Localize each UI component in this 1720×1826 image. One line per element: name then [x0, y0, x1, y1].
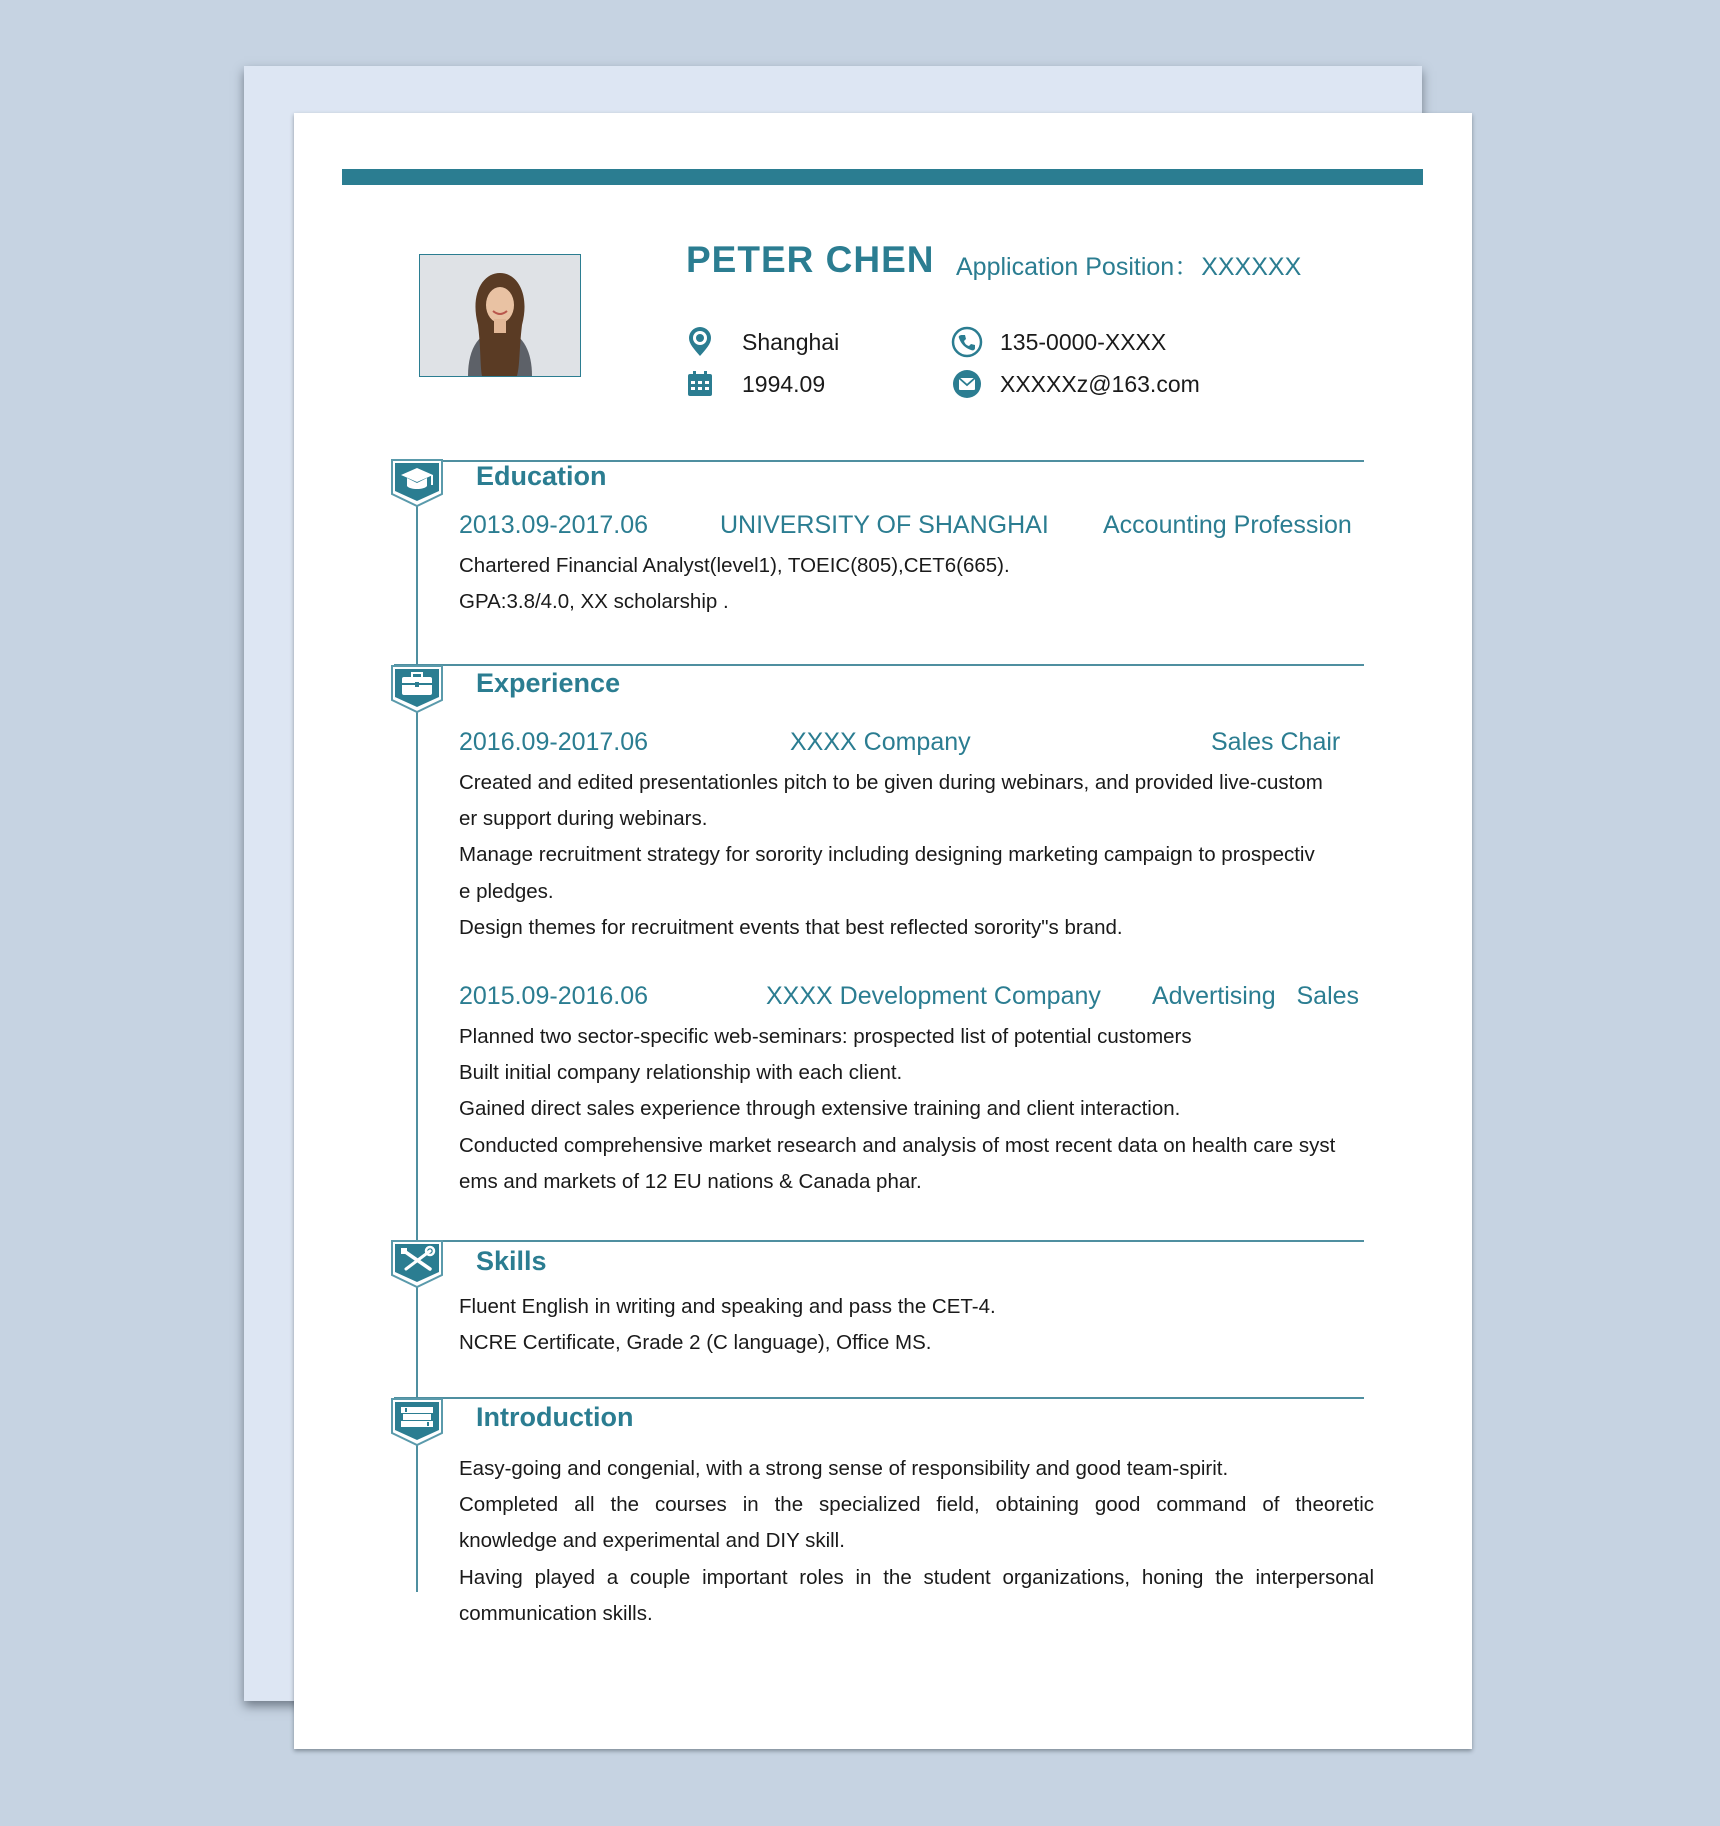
- position-label: Application Position：: [956, 253, 1200, 281]
- job1-line: Manage recruitment strategy for sorority including designing marketing campaign to prospectiv: [459, 843, 1315, 867]
- experience-divider: [394, 664, 1364, 666]
- job2-role: Advertising Sales: [1152, 982, 1360, 1010]
- introduction-line: Completed all the courses in the specialized field, obtaining good command of theoretic: [459, 1493, 1374, 1517]
- introduction-line: knowledge and experimental and DIY skill.: [459, 1529, 845, 1553]
- profile-photo: [419, 254, 581, 377]
- application-position: [956, 247, 1301, 283]
- briefcase-icon: [390, 664, 444, 714]
- job2-line: Conducted comprehensive market research and analysis of most recent data on health care syst: [459, 1133, 1336, 1157]
- skills-title: Skills: [476, 1246, 547, 1276]
- education-line: Chartered Financial Analyst(level1), TOEIC(805),CET6(665).: [459, 554, 1010, 577]
- education-major: Accounting Profession: [1103, 511, 1352, 539]
- books-icon: [390, 1397, 444, 1447]
- education-line: GPA:3.8/4.0, XX scholarship .: [459, 590, 729, 614]
- education-date: 2013.09-2017.06: [459, 511, 649, 539]
- contact-email: XXXXXz@163.com: [1000, 371, 1200, 397]
- job1-line: Design themes for recruitment events that best reflected sorority"s brand.: [459, 915, 1123, 939]
- job1-company: XXXX Company: [790, 728, 971, 756]
- experience-title: Experience: [476, 668, 621, 698]
- skills-line: NCRE Certificate, Grade 2 (C language), Office MS.: [459, 1331, 932, 1355]
- job2-details: [459, 1019, 1374, 1200]
- introduction-title: Introduction: [476, 1402, 634, 1432]
- calendar-icon: [684, 368, 716, 400]
- skills-details: [459, 1289, 1374, 1361]
- contact-city: Shanghai: [742, 329, 840, 355]
- job1-line: e pledges.: [459, 879, 554, 903]
- job2-company: XXXX Development Company: [766, 982, 1101, 1010]
- location-pin-icon: [684, 326, 716, 358]
- education-details: [459, 548, 1374, 620]
- introduction-line: Having played a couple important roles in the student organizations, honing the interpersonal: [459, 1565, 1374, 1589]
- introduction-divider: [394, 1397, 1364, 1399]
- position-value: XXXXXX: [1201, 253, 1302, 281]
- job2-line: Gained direct sales experience through extensive training and client interaction.: [459, 1097, 1181, 1121]
- skills-divider: [394, 1240, 1364, 1242]
- education-title: Education: [476, 461, 607, 491]
- job1-line: er support during webinars.: [459, 807, 708, 831]
- job2-line: ems and markets of 12 EU nations & Canada phar.: [459, 1169, 922, 1193]
- introduction-line: communication skills.: [459, 1601, 653, 1625]
- phone-icon: [951, 326, 983, 358]
- candidate-name: PETER CHEN: [686, 239, 935, 280]
- job2-line: Planned two sector-specific web-seminars: prospected list of potential customers: [459, 1025, 1192, 1048]
- introduction-details: [459, 1451, 1374, 1632]
- contact-phone: 135-0000-XXXX: [1000, 329, 1167, 355]
- graduation-cap-icon: [390, 458, 444, 508]
- education-school: UNIVERSITY OF SHANGHAI: [720, 511, 1049, 539]
- header-bar: [342, 169, 1423, 185]
- introduction-line: Easy-going and congenial, with a strong sense of responsibility and good team-spirit.: [459, 1457, 1229, 1480]
- contact-birth: 1994.09: [742, 371, 826, 397]
- resume-page: [294, 113, 1472, 1749]
- job1-line: Created and edited presentationles pitch to be given during webinars, and provided live-custom: [459, 771, 1323, 794]
- skills-line: Fluent English in writing and speaking and pass the CET-4.: [459, 1295, 996, 1318]
- job1-details: [459, 765, 1374, 946]
- tools-icon: [390, 1239, 444, 1289]
- job1-date: 2016.09-2017.06: [459, 728, 649, 756]
- email-icon: [951, 368, 983, 400]
- job2-date: 2015.09-2016.06: [459, 982, 649, 1010]
- job1-role: Sales Chair: [1211, 728, 1341, 756]
- job2-line: Built initial company relationship with each client.: [459, 1061, 903, 1085]
